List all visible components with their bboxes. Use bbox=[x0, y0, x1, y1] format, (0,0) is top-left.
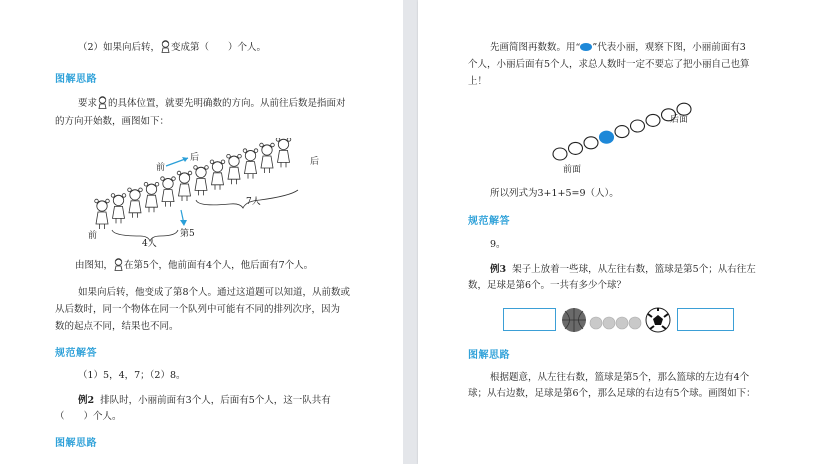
xiaoli-circle bbox=[600, 131, 614, 143]
section-heading-diagram-thinking: 图解思路 bbox=[468, 350, 510, 361]
child-figure-target bbox=[161, 177, 176, 207]
paragraph-line: 根据题意，从左往右数，篮球是第5个，那么篮球的左边有4个 bbox=[490, 372, 750, 383]
person-circle bbox=[646, 114, 660, 126]
label-back-arrow: 后 bbox=[190, 153, 200, 163]
question-2-line bbox=[78, 40, 266, 56]
child-figure bbox=[128, 188, 143, 218]
circle-queue-figure bbox=[545, 95, 725, 175]
right-unknown-box bbox=[677, 308, 734, 331]
para1-a: 先画简图再数数。用“ bbox=[490, 42, 581, 53]
section-heading-diagram-thinking: 图解思路 bbox=[55, 438, 97, 449]
section-heading-standard-answer: 规范解答 bbox=[468, 216, 510, 227]
example-label: 例2 bbox=[78, 395, 95, 406]
child-figure bbox=[111, 194, 126, 224]
section-heading-standard-answer: 规范解答 bbox=[55, 348, 97, 359]
label-4-people: 4人 bbox=[142, 239, 157, 249]
label-back: 后面 bbox=[670, 115, 689, 125]
section-heading-diagram-thinking: 图解思路 bbox=[55, 74, 97, 85]
example-label: 例3 bbox=[490, 264, 507, 275]
paragraph-line: 个人，小丽后面有5个人，求总人数时一定不要忘了把小丽自己也算 bbox=[468, 59, 750, 70]
child-figure bbox=[144, 182, 159, 212]
paragraph-line: 从后数时，同一个物体在同一个队列中可能有不同的排列次序，因为 bbox=[55, 304, 341, 315]
person-circle bbox=[553, 148, 567, 160]
page-gutter bbox=[403, 0, 418, 464]
ball-icon bbox=[590, 317, 602, 329]
example-2-line bbox=[78, 393, 331, 409]
soccer-ball-icon bbox=[646, 308, 670, 332]
label-front: 前 bbox=[88, 231, 98, 241]
example-3-line bbox=[490, 262, 756, 278]
para1-b: ”代表小丽，观察下图，小丽前面有3 bbox=[592, 42, 746, 53]
girl-icon bbox=[160, 40, 171, 53]
person-circle bbox=[631, 120, 645, 132]
person-circle bbox=[584, 137, 598, 149]
label-back: 后 bbox=[310, 157, 320, 167]
child-figure bbox=[95, 199, 110, 229]
child-figure bbox=[210, 160, 225, 190]
label-front: 前面 bbox=[563, 165, 582, 175]
child-figure bbox=[276, 138, 291, 167]
para1-a: 要求 bbox=[78, 98, 98, 109]
left-unknown-box bbox=[503, 308, 556, 331]
example-text: 架子上放着一些球，从左往右数，篮球是第5个；从右往左 bbox=[512, 264, 756, 275]
child-figure bbox=[194, 166, 209, 196]
paragraph-line: 数的起点不同，结果也不同。 bbox=[55, 321, 179, 332]
ball-icon bbox=[629, 317, 641, 329]
person-circle bbox=[677, 103, 691, 115]
girl-icon bbox=[97, 96, 108, 109]
example-3-line2: 数，足球是第6个。一共有多少个球？ bbox=[468, 280, 627, 291]
formula-text: 所以列式为3+1+5=9（人）。 bbox=[490, 188, 619, 199]
queue-figure bbox=[80, 138, 340, 250]
child-figure bbox=[243, 149, 258, 179]
basketball-icon bbox=[562, 308, 586, 332]
label-fifth: 第5 bbox=[180, 229, 195, 239]
label-7-people: 7人 bbox=[246, 197, 261, 207]
blue-ball-icon bbox=[580, 43, 592, 51]
child-figure bbox=[177, 171, 192, 201]
ball-icon bbox=[616, 317, 628, 329]
children-queue bbox=[95, 138, 291, 229]
paragraph-line bbox=[490, 40, 746, 56]
child-figure bbox=[227, 154, 242, 184]
child-figure bbox=[260, 143, 275, 173]
label-front-arrow: 前 bbox=[156, 163, 166, 173]
answer-text: （1）5，4，7；（2）8。 bbox=[78, 370, 186, 381]
para1-b: 的具体位置，就要先明确数的方向。从前往后数是指面对 bbox=[108, 98, 346, 109]
person-circle bbox=[569, 142, 583, 154]
paragraph-line: 上！ bbox=[468, 76, 488, 87]
ball-icon bbox=[603, 317, 615, 329]
paragraph-line: 的方向开始数，画图如下： bbox=[55, 116, 170, 127]
queue-circles bbox=[553, 103, 691, 160]
answer-text: 9。 bbox=[490, 239, 506, 250]
example-2-line2: （ ）个人。 bbox=[55, 411, 122, 422]
balls-row bbox=[560, 304, 672, 336]
example-text: 排队时，小丽前面有3个人，后面有5个人，这一队共有 bbox=[100, 395, 331, 406]
paragraph-line: 如果向后转，他变成了第8个人。通过这道题可以知道，从前数或 bbox=[78, 287, 351, 298]
para2-a: 由图知， bbox=[75, 260, 114, 271]
girl-icon bbox=[113, 258, 124, 271]
para2-b: 在第5个，他前面有4个人，他后面有7个人。 bbox=[124, 260, 314, 271]
paragraph-line bbox=[78, 96, 346, 112]
arrow-head bbox=[180, 220, 187, 226]
q2-tail-text: 变成第（ ）个人。 bbox=[171, 42, 267, 53]
paragraph-line: 球；从右边数，足球是第6个，那么足球的右边有5个球。画图如下： bbox=[468, 388, 756, 399]
paragraph-line bbox=[75, 258, 313, 274]
person-circle bbox=[615, 126, 629, 138]
q2-text: （2）如果向后转， bbox=[78, 42, 161, 53]
